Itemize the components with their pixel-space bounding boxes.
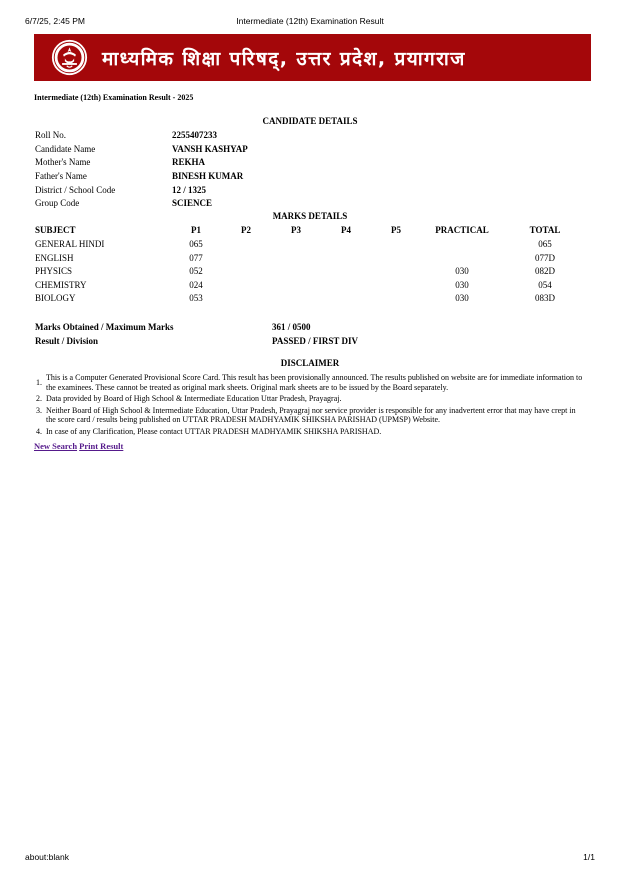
table-row [0, 266, 620, 278]
disclaimer-heading: DISCLAIMER [280, 358, 340, 368]
print-footer [0, 852, 620, 864]
result-links [34, 441, 123, 451]
cell-subject: GENERAL HINDI [35, 239, 105, 249]
marks-obtained-value: 361 / 0500 [272, 322, 311, 332]
print-datetime: 6/7/25, 2:45 PM [25, 16, 86, 26]
column-header-p3: P3 [291, 225, 301, 235]
candidate-label: Roll No. [35, 130, 67, 140]
list-item-text: In case of any Clarification, Please contact UTTAR PRADESH MADHYAMIK SHIKSHA PARISHAD. [46, 426, 382, 436]
print-page-count: 1/1 [583, 852, 595, 862]
list-item-text: Neither Board of High School & Intermediate Education, Uttar Pradesh, Prayagraj nor service provider is responsible for any inadvertent error that may have crept in the score card / results being published on UTTAR PRADESH MADHYAMIK SHIKSHA PARISHAD (UPMSP) Website. [46, 405, 576, 424]
cell-total: 065 [538, 239, 552, 249]
cell-p1: 024 [189, 280, 203, 290]
column-header-total: TOTAL [529, 225, 561, 235]
print-result-link[interactable]: Print Result [79, 441, 124, 451]
list-item-number: 3. [36, 405, 42, 415]
candidate-label: Candidate Name [35, 144, 96, 154]
column-header-p4: P4 [341, 225, 351, 235]
list-item-text: This is a Computer Generated Provisional Score Card. This result has been provisionally announced. The results published on website are for immediate information to the examinees. These cannot be treated as original mark sheets. Original mark sheets are to be issued by the Board separately. [46, 373, 583, 392]
column-header-practical: PRACTICAL [435, 225, 489, 235]
cell-practical: 030 [455, 293, 469, 303]
print-url: about:blank [25, 852, 69, 862]
banner-title: माध्यमिक शिक्षा परिषद्, उत्तर प्रदेश, प्रयागराज [102, 47, 466, 70]
table-row [0, 293, 620, 305]
column-header-p1: P1 [191, 225, 201, 235]
candidate-label: Group Code [35, 198, 80, 208]
print-page-title: Intermediate (12th) Examination Result [236, 16, 384, 26]
candidate-label: Father's Name [35, 171, 87, 181]
disclaimer-list [36, 373, 586, 438]
cell-subject: CHEMISTRY [35, 280, 87, 290]
cell-p1: 053 [189, 293, 203, 303]
column-header-p2: P2 [241, 225, 251, 235]
list-item [36, 406, 586, 425]
column-header-p5: P5 [391, 225, 401, 235]
table-row [0, 253, 620, 265]
candidate-value: BINESH KUMAR [172, 171, 244, 181]
result-division-label: Result / Division [35, 336, 99, 346]
candidate-value: SCIENCE [172, 198, 213, 208]
candidate-value: 2255407233 [172, 130, 217, 140]
candidate-label: District / School Code [35, 185, 116, 195]
cell-total: 077D [535, 253, 555, 263]
cell-practical: 030 [455, 266, 469, 276]
cell-total: 054 [538, 280, 552, 290]
list-item-text: Data provided by Board of High School & Intermediate Education Uttar Pradesh, Prayagraj. [46, 394, 342, 403]
table-row [0, 239, 620, 251]
new-search-link[interactable]: New Search [34, 441, 78, 451]
cell-subject: PHYSICS [35, 266, 73, 276]
print-header [0, 16, 620, 28]
cell-subject: ENGLISH [35, 253, 74, 263]
list-item [36, 373, 586, 392]
cell-p1: 052 [189, 266, 203, 276]
list-item-number: 1. [36, 378, 42, 387]
table-row [0, 280, 620, 292]
board-banner [34, 34, 591, 81]
up-government-emblem-icon [51, 39, 88, 76]
marks-table-header [0, 225, 620, 237]
candidate-label: Mother's Name [35, 157, 91, 167]
result-division-value: PASSED / FIRST DIV [272, 336, 358, 346]
candidate-value: 12 / 1325 [172, 185, 207, 195]
candidate-details-heading: CANDIDATE DETAILS [262, 116, 358, 126]
candidate-value: VANSH KASHYAP [172, 144, 248, 154]
cell-total: 082D [535, 266, 555, 276]
candidate-value: REKHA [172, 157, 206, 167]
cell-p1: 065 [189, 239, 203, 249]
cell-total: 083D [535, 293, 555, 303]
list-item [36, 427, 586, 437]
cell-p1: 077 [189, 253, 203, 263]
column-header-subject: SUBJECT [35, 225, 76, 235]
cell-practical: 030 [455, 280, 469, 290]
list-item-number: 4. [36, 426, 42, 436]
list-item-number: 2. [36, 394, 42, 403]
list-item [36, 394, 586, 404]
marks-obtained-label: Marks Obtained / Maximum Marks [35, 322, 174, 332]
marks-details-heading: MARKS DETAILS [272, 211, 348, 221]
result-title: Intermediate (12th) Examination Result - 2025 [34, 93, 194, 102]
cell-subject: BIOLOGY [35, 293, 76, 303]
